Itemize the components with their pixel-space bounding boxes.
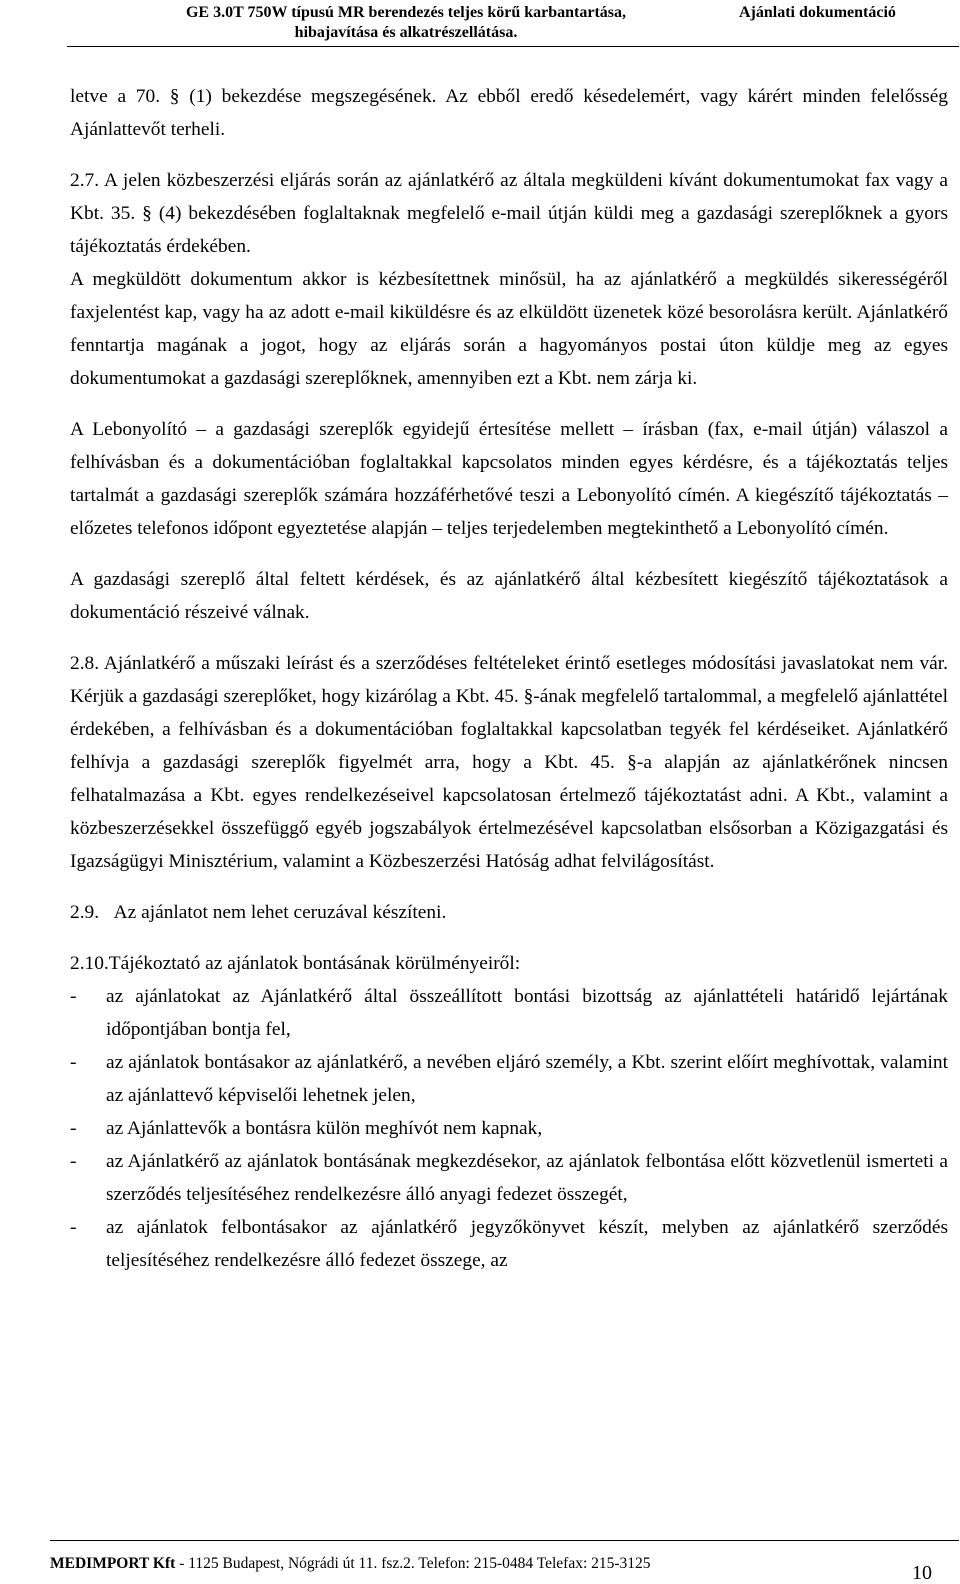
section-2-10-number: 2.10. <box>70 953 109 974</box>
section-2-7 <box>70 164 948 395</box>
section-2-8 <box>70 647 948 878</box>
header-divider <box>67 46 959 47</box>
list-item: - az Ajánlatkérő az ajánlatok bontásának megkezdésekor, az ajánlatok felbontása előtt közvetlenül ismerteti a szerződés teljesítéséhez rendelkezésre álló anyagi fedezet összegét, <box>70 1145 948 1211</box>
opening-conditions-list <box>70 980 948 1277</box>
intro-paragraph: letve a 70. § (1) bekezdése megszegésének. Az ebből eredő késedelemért, vagy kárért minden felelősség Ajánlattevőt terheli. <box>70 86 948 140</box>
section-2-7-body-a: A jelen közbeszerzési eljárás során az ajánlatkérő az általa megküldeni kívánt dokumentumokat fax vagy a Kbt. 35. § (4) bekezdésében foglaltaknak megfelelő e-mail útján küldi meg a gazdasági szereplőknek a gyors tájékoztatás érdekében. <box>70 170 948 257</box>
section-2-7-number: 2.7. <box>70 170 100 191</box>
page-header <box>0 0 960 46</box>
section-2-7-text-a <box>70 164 948 263</box>
section-2-9 <box>70 896 948 929</box>
document-type: Ajánlati dokumentáció <box>739 4 896 21</box>
footer-details: - 1125 Budapest, Nógrádi út 11. fsz.2. Telefon: 215-0484 Telefax: 215-3125 <box>175 1555 651 1572</box>
lebonyolito-paragraph: A Lebonyolító – a gazdasági szereplők egyidejű értesítése mellett – írásban (fax, e-mail útján) válaszol a felhívásban és a dokumentációban foglaltakkal kapcsolatos minden egyes kérdésre, és a tájékoztatás teljes tartalmát a gazdasági szereplők számára hozzáférhetővé teszi a Lebonyolító címén. A kiegészítő tájékoztatás – előzetes telefonos időpont egyeztetése alapján – teljes terjedelemben megtekinthető a Lebonyolító címén. <box>70 419 948 539</box>
page-number: 10 <box>912 1562 932 1584</box>
questions-paragraph: A gazdasági szereplő által feltett kérdések, és az ajánlatkérő által kézbesített kiegészítő tájékoztatások a dokumentáció részeivé válnak. <box>70 569 948 623</box>
section-2-7-text-b: A megküldött dokumentum akkor is kézbesítettnek minősül, ha az ajánlatkérő a megküldés sikerességéről faxjelentést kap, vagy ha az adott e-mail kiküldésre és az elküldött üzenetek közé besorolásra került. Ajánlatkérő fenntartja magának a jogot, hogy az eljárás során a hagyományos postai úton küldje meg az egyes dokumentumokat a gazdasági szereplőknek, amennyiben ezt a Kbt. nem zárja ki. <box>70 269 948 389</box>
section-2-10-title: Tájékoztató az ajánlatok bontásának körülményeiről: <box>108 953 521 974</box>
document-body <box>70 80 948 1277</box>
document-title <box>126 3 686 43</box>
section-2-8-number: 2.8. <box>70 653 100 674</box>
document-title-line2: hibajavítása és alkatrészellátása. <box>294 24 518 41</box>
list-item: - az ajánlatok bontásakor az ajánlatkérő, a nevében eljáró személy, a Kbt. szerint előírt meghívottak, valamint az ajánlattevő képviselői lehetnek jelen, <box>70 1046 948 1112</box>
list-item: - az ajánlatok felbontásakor az ajánlatkérő jegyzőkönyvet készít, melyben az ajánlatkérő szerződés teljesítéséhez rendelkezésre álló fedezet összege, az <box>70 1211 948 1277</box>
footer-contact <box>50 1554 651 1574</box>
list-item: - az Ajánlattevők a bontásra külön meghívót nem kapnak, <box>70 1112 948 1145</box>
section-2-8-text: Ajánlatkérő a műszaki leírást és a szerződéses feltételeket érintő esetleges módosítási javaslatokat nem vár. Kérjük a gazdasági szereplőket, hogy kizárólag a Kbt. 45. §-ának megfelelő tartalommal, a megfelelő ajánlattétel érdekében, a felhívásban és a dokumentációban foglaltakkal kapcsolatban tegyék fel kérdéseiket. Ajánlatkérő felhívja a gazdasági szereplők figyelmét arra, hogy a Kbt. 45. §-a alapján az ajánlatkérőnek nincsen felhatalmazása a Kbt. egyes rendelkezéseivel kapcsolatosan értelmező tájékoztatást adni. A Kbt., valamint a közbeszerzésekkel összefüggő egyéb jogszabályok értelmezésével kapcsolatban elsősorban a Közigazgatási és Igazságügyi Minisztérium, valamint a Közbeszerzési Hatóság adhat felvilágosítást. <box>70 653 948 872</box>
section-2-9-text: Az ajánlatot nem lehet ceruzával készíteni. <box>113 902 447 923</box>
section-2-9-number: 2.9. <box>70 902 100 923</box>
page-footer <box>0 1540 960 1584</box>
list-item: - az ajánlatokat az Ajánlatkérő által összeállított bontási bizottság az ajánlattételi határidő lejártának időpontjában bontja fel, <box>70 980 948 1046</box>
footer-company: MEDIMPORT Kft <box>50 1555 176 1572</box>
footer-divider <box>50 1540 959 1541</box>
document-title-line1: GE 3.0T 750W típusú MR berendezés teljes körű karbantartása, <box>185 4 626 21</box>
section-2-10-heading <box>70 947 948 980</box>
